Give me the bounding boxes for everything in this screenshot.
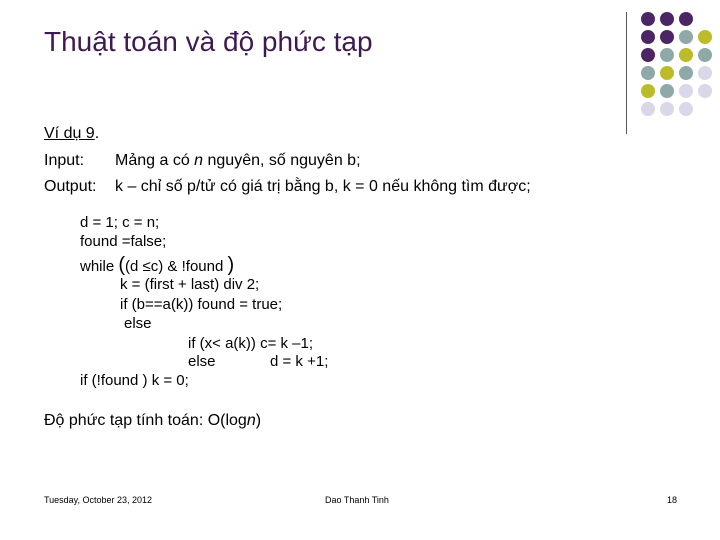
dot	[641, 66, 655, 80]
footer-date: Tuesday, October 23, 2012	[44, 495, 153, 505]
code-paren-open: (	[118, 254, 126, 276]
footer-author: Dao Thanh Tinh	[325, 495, 389, 505]
example-label: Ví dụ 9	[44, 125, 95, 142]
code-else: else	[188, 353, 216, 370]
dot	[698, 30, 712, 44]
divider-line	[626, 12, 627, 134]
code-else-assign: d = k +1;	[270, 353, 329, 370]
output-text: k – chỉ số p/tử có giá trị bằng b, k = 0 nếu không tìm được;	[115, 178, 531, 195]
dot	[641, 48, 655, 62]
dot	[660, 66, 674, 80]
complexity-n: n	[246, 412, 256, 429]
dot	[698, 66, 712, 80]
code-while-condition: (d ≤c) & !found	[125, 258, 228, 275]
dot	[641, 12, 655, 26]
footer-page-number: 18	[667, 495, 678, 505]
dot	[660, 48, 674, 62]
dot	[698, 84, 712, 98]
slide-title: Thuật toán và độ phức tạp	[44, 26, 373, 57]
output-label: Output:	[44, 178, 97, 195]
dot	[641, 84, 655, 98]
input-text-1: Mảng a có	[115, 152, 195, 169]
code-line-1: d = 1; c = n;	[80, 214, 160, 231]
complexity-text: Độ phức tạp tính toán: O(log	[44, 412, 247, 429]
dot	[660, 30, 674, 44]
code-line-3	[80, 254, 234, 277]
output-line	[44, 178, 531, 196]
code-line-2: found =false;	[80, 233, 167, 250]
dot	[679, 102, 693, 116]
code-paren-close: )	[227, 254, 235, 276]
code-while: while	[80, 258, 119, 275]
dot	[679, 84, 693, 98]
example-dot: .	[94, 125, 100, 142]
input-n: n	[194, 152, 204, 169]
dot	[641, 102, 655, 116]
input-label: Input:	[44, 152, 85, 169]
complexity-close: )	[255, 412, 262, 429]
dot	[660, 12, 674, 26]
dot	[641, 30, 655, 44]
dot	[660, 84, 674, 98]
dot	[679, 66, 693, 80]
dot	[698, 48, 712, 62]
code-line-6: else	[124, 315, 152, 332]
code-line-8	[188, 353, 328, 370]
code-line-5: if (b==a(k)) found = true;	[120, 296, 283, 313]
code-line-4: k = (first + last) div 2;	[120, 276, 260, 293]
dot	[679, 30, 693, 44]
dot	[660, 102, 674, 116]
input-line	[44, 152, 361, 170]
code-line-9: if (!found ) k = 0;	[80, 372, 189, 389]
example-heading	[44, 125, 99, 143]
dot	[679, 48, 693, 62]
input-text-2: nguyên, số nguyên b;	[203, 152, 361, 169]
dot	[679, 12, 693, 26]
complexity-line	[44, 412, 261, 430]
code-line-7: if (x< a(k)) c= k –1;	[188, 335, 314, 352]
